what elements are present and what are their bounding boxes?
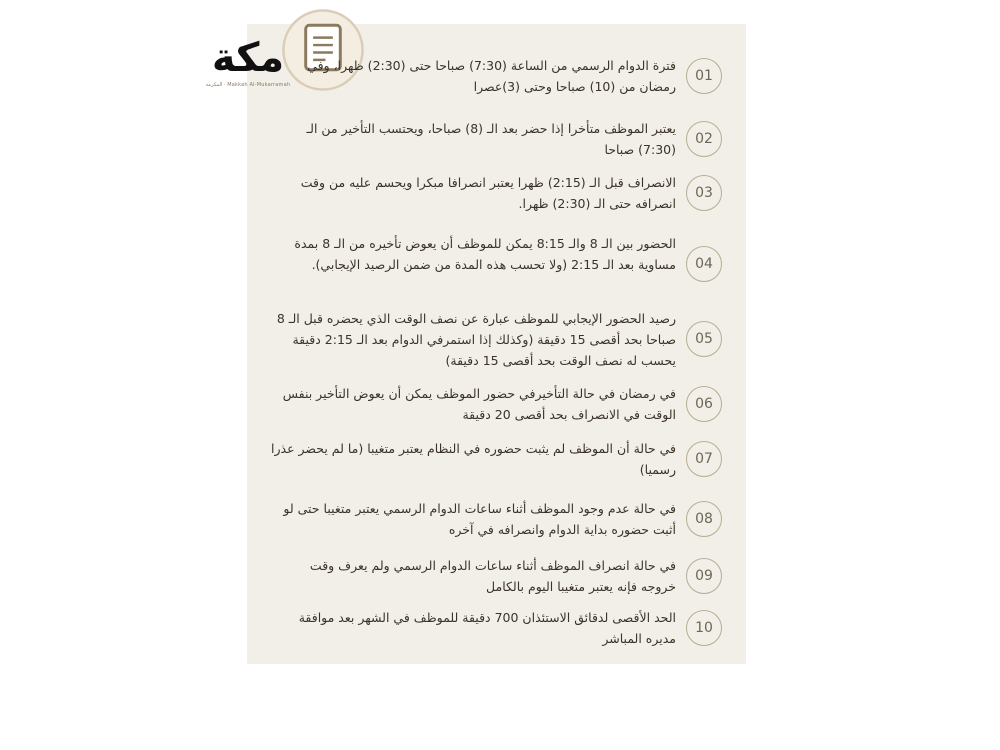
rule-item-05	[262, 306, 722, 372]
rule-item-01	[262, 53, 722, 99]
rule-number-badge: 01	[686, 58, 722, 94]
rule-item-02	[262, 116, 722, 162]
rule-number-badge: 02	[686, 121, 722, 157]
rule-number-badge: 07	[686, 441, 722, 477]
rule-text: رصيد الحضور الإيجابي للموظف عبارة عن نصف الوقت الذي يحضره قبل الـ 8 صباحا بحد أقصى 15 دقيقة (وكذلك إذا استمرفي الدوام بعد الـ 2:15 دقيقة يحسب له نصف الوقت بحد أقصى 15 دقيقة)	[276, 311, 676, 368]
rule-number-badge: 09	[686, 558, 722, 594]
rule-item-04	[262, 231, 722, 297]
rule-item-06	[262, 381, 722, 427]
rule-number-badge: 08	[686, 501, 722, 537]
rule-item-09	[262, 553, 722, 599]
rule-item-08	[262, 496, 722, 542]
rule-number-badge: 03	[686, 175, 722, 211]
logo-tagline: المكرمة · Makkah Al-Mukarramah	[205, 82, 291, 88]
rule-number-badge: 04	[686, 246, 722, 282]
rule-text: فترة الدوام الرسمي من الساعة (7:30) صباحا حتى (2:30) ظهرا، وفي رمضان من (10) صباحا وحتى (3)عصرا	[307, 58, 676, 94]
rule-text: في رمضان في حالة التأخيرفي حضور الموظف يمكن أن يعوض التأخير بنفس الوقت في الانصراف بحد أقصى 20 دقيقة	[282, 386, 676, 422]
rule-number-badge: 06	[686, 386, 722, 422]
rule-text: في حالة أن الموظف لم يثبت حضوره في النظام يعتبر متغيبا (ما لم يحضر عذرا رسميا)	[271, 441, 676, 477]
rule-text: في حالة عدم وجود الموظف أثناء ساعات الدوام الرسمي يعتبر متغيبا حتى لو أثبت حضوره بداية الدوام وانصرافه في آخره	[283, 501, 676, 537]
rule-text: في حالة انصراف الموظف أثناء ساعات الدوام الرسمي ولم يعرف وقت خروجه فإنه يعتبر متغيبا اليوم بالكامل	[309, 558, 676, 594]
rule-item-03	[262, 170, 722, 216]
rule-text: يعتبر الموظف متأخرا إذا حضر بعد الـ (8) صباحا، ويحتسب التأخير من الـ (7:30) صباحا	[306, 121, 676, 157]
logo-wordmark: مكة	[211, 35, 285, 81]
rule-text: الانصراف قبل الـ (2:15) ظهرا يعتبر انصرافا مبكرا ويحسم عليه من وقت انصرافه حتى الـ (2:30) ظهرا.	[300, 175, 676, 211]
rule-text: الحد الأقصى لدقائق الاستئذان 700 دقيقة للموظف في الشهر بعد موافقة مديره المباشر	[298, 610, 676, 646]
rule-text: الحضور بين الـ 8 والـ 8:15 يمكن للموظف أن يعوض تأخيره من الـ 8 بمدة مساوية بعد الـ 2:15 (ولا تحسب هذه المدة من ضمن الرصيد الإيجابي).	[294, 236, 676, 272]
rule-number-badge: 05	[686, 321, 722, 357]
rule-item-07	[262, 436, 722, 482]
rule-item-10	[262, 605, 722, 651]
rule-number-badge: 10	[686, 610, 722, 646]
